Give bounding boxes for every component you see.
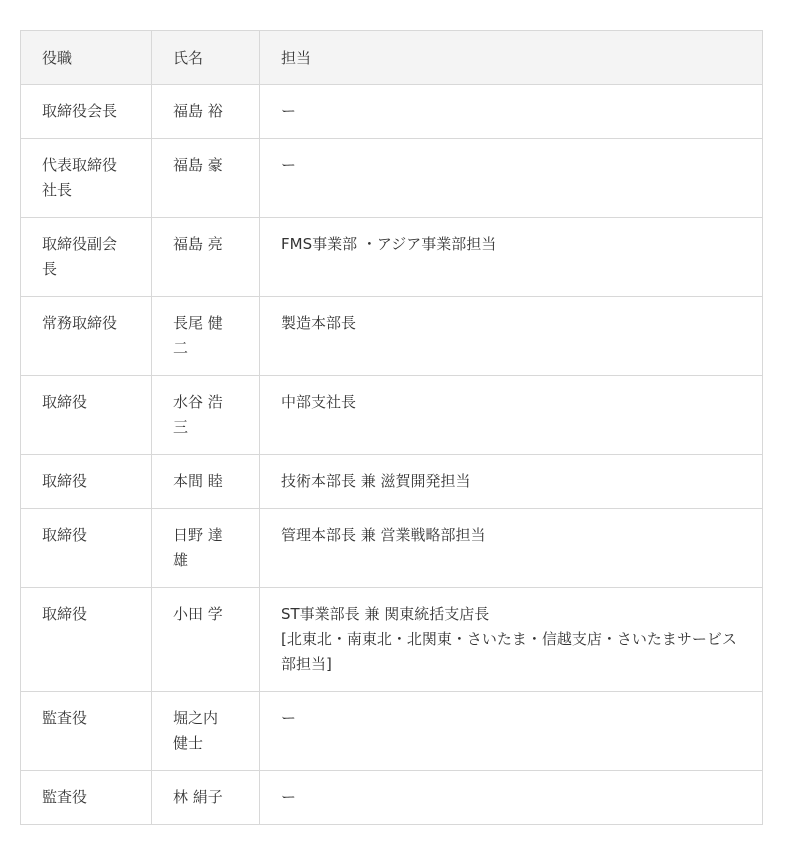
- role-cell: 取締役副会長: [21, 218, 152, 297]
- duty-cell: ST事業部長 兼 関東統括支店長 [北東北・南東北・北関東・さいたま・信越支店・さいたまサービス部担当]: [260, 588, 763, 692]
- table-row: [21, 455, 763, 509]
- role-cell: 取締役会長: [21, 85, 152, 139]
- name-cell: 日野 達雄: [152, 509, 260, 588]
- duty-cell: ー: [260, 771, 763, 825]
- role-cell: 取締役: [21, 376, 152, 455]
- table-row: [21, 297, 763, 376]
- table-row: [21, 139, 763, 218]
- duty-cell: 製造本部長: [260, 297, 763, 376]
- role-cell: 取締役: [21, 455, 152, 509]
- role-cell: 取締役: [21, 588, 152, 692]
- table-row: [21, 771, 763, 825]
- table-row: [21, 692, 763, 771]
- table-row: [21, 218, 763, 297]
- duty-cell: 管理本部長 兼 営業戦略部担当: [260, 509, 763, 588]
- role-cell: 監査役: [21, 771, 152, 825]
- name-cell: 本間 睦: [152, 455, 260, 509]
- name-cell: 長尾 健二: [152, 297, 260, 376]
- table-row: [21, 588, 763, 692]
- role-cell: 代表取締役社長: [21, 139, 152, 218]
- table-header-row: [21, 31, 763, 85]
- name-cell: 福島 亮: [152, 218, 260, 297]
- table-row: [21, 509, 763, 588]
- role-cell: 監査役: [21, 692, 152, 771]
- duty-cell: ー: [260, 692, 763, 771]
- header-duty: 担当: [260, 31, 763, 85]
- duty-cell: ー: [260, 85, 763, 139]
- name-cell: 林 絹子: [152, 771, 260, 825]
- duty-cell: 中部支社長: [260, 376, 763, 455]
- name-cell: 堀之内 健士: [152, 692, 260, 771]
- header-name: 氏名: [152, 31, 260, 85]
- name-cell: 福島 裕: [152, 85, 260, 139]
- table-row: [21, 85, 763, 139]
- role-cell: 常務取締役: [21, 297, 152, 376]
- officers-table: [20, 30, 763, 825]
- name-cell: 福島 豪: [152, 139, 260, 218]
- header-role: 役職: [21, 31, 152, 85]
- table-row: [21, 376, 763, 455]
- duty-cell: FMS事業部 ・アジア事業部担当: [260, 218, 763, 297]
- name-cell: 小田 学: [152, 588, 260, 692]
- officers-table-container: [20, 30, 762, 825]
- role-cell: 取締役: [21, 509, 152, 588]
- name-cell: 水谷 浩三: [152, 376, 260, 455]
- duty-cell: 技術本部長 兼 滋賀開発担当: [260, 455, 763, 509]
- duty-cell: ー: [260, 139, 763, 218]
